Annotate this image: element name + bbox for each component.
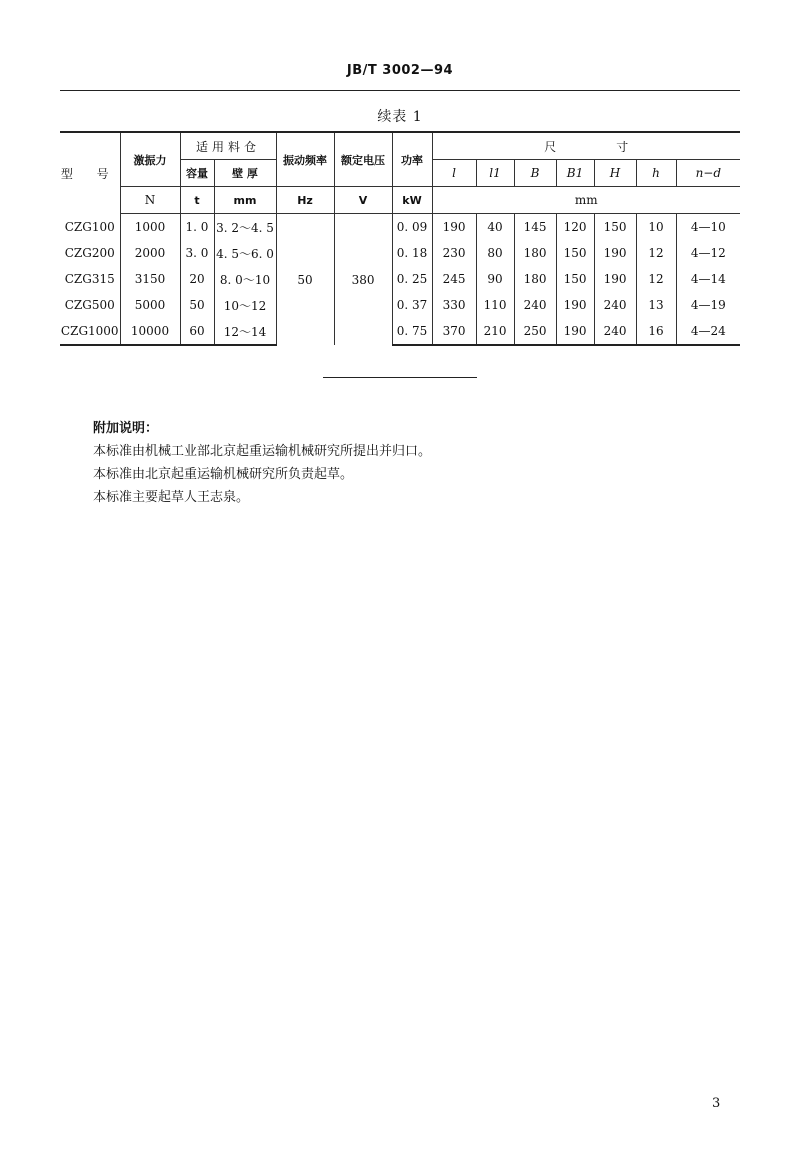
cell-nd: 4—14	[676, 266, 740, 292]
header-dim-h-upper: H	[594, 160, 636, 187]
cell-h-lower: 12	[636, 240, 676, 266]
cell-b: 145	[514, 214, 556, 241]
table-row	[60, 240, 740, 266]
cell-nd: 4—24	[676, 318, 740, 345]
cell-h-lower: 12	[636, 266, 676, 292]
cell-l1: 90	[476, 266, 514, 292]
header-dim-l: l	[432, 160, 476, 187]
cell-wall: 8. 0～10	[214, 266, 276, 292]
cell-l: 245	[432, 266, 476, 292]
cell-force: 10000	[120, 318, 180, 345]
header-voltage: 额定电压	[334, 132, 392, 187]
table-row	[60, 214, 740, 241]
cell-model: CZG100	[64, 219, 115, 234]
cell-capacity: 1. 0	[180, 214, 214, 241]
notes-title: 附加说明：	[93, 421, 159, 436]
cell-b: 250	[514, 318, 556, 345]
cell-l: 230	[432, 240, 476, 266]
cell-l1: 110	[476, 292, 514, 318]
page-number: 3	[712, 1096, 721, 1111]
header-dimensions: 尺寸	[432, 132, 740, 160]
cell-force: 3150	[120, 266, 180, 292]
header-dim-b: B	[514, 160, 556, 187]
cell-model: CZG500	[64, 298, 115, 312]
cell-model: CZG315	[64, 272, 115, 286]
header-power: 功率	[392, 132, 432, 187]
specification-table	[60, 131, 740, 346]
header-dim-nd: n−d	[676, 160, 740, 187]
cell-wall: 3. 2～4. 5	[214, 214, 276, 241]
cell-frequency: 50	[276, 214, 334, 346]
cell-force: 1000	[120, 214, 180, 241]
cell-b1: 150	[556, 266, 594, 292]
header-wall: 壁 厚	[214, 160, 276, 187]
additional-notes	[93, 417, 431, 509]
cell-nd: 4—12	[676, 240, 740, 266]
notes-line: 本标准由机械工业部北京起重运输机械研究所提出并归口。	[93, 444, 432, 459]
cell-power: 0. 18	[392, 240, 432, 266]
header-model: 型 号	[60, 132, 120, 214]
cell-power: 0. 75	[392, 318, 432, 345]
cell-voltage: 380	[334, 214, 392, 346]
cell-h-lower: 10	[636, 214, 676, 241]
unit-force: N	[120, 187, 180, 214]
unit-wall: mm	[214, 187, 276, 214]
table-row	[60, 292, 740, 318]
cell-capacity: 3. 0	[180, 240, 214, 266]
header-dim-b1: B1	[556, 160, 594, 187]
header-rule	[60, 90, 740, 91]
cell-l1: 80	[476, 240, 514, 266]
cell-l: 330	[432, 292, 476, 318]
cell-h-upper: 240	[594, 318, 636, 345]
cell-nd: 4—19	[676, 292, 740, 318]
header-dim-l1: l1	[476, 160, 514, 187]
header-bin: 适用料仓	[180, 132, 276, 160]
cell-h-upper: 190	[594, 240, 636, 266]
table-row	[60, 318, 740, 345]
cell-force: 5000	[120, 292, 180, 318]
table-row	[60, 266, 740, 292]
table-title: 续表 1	[377, 109, 423, 125]
cell-h-lower: 13	[636, 292, 676, 318]
cell-wall: 10～12	[214, 292, 276, 318]
cell-h-upper: 240	[594, 292, 636, 318]
cell-nd: 4—10	[676, 214, 740, 241]
cell-power: 0. 25	[392, 266, 432, 292]
cell-capacity: 50	[180, 292, 214, 318]
cell-power: 0. 37	[392, 292, 432, 318]
cell-wall: 4. 5～6. 0	[214, 240, 276, 266]
cell-b1: 190	[556, 318, 594, 345]
header-frequency: 振动频率	[276, 132, 334, 187]
header-force: 激振力	[120, 132, 180, 187]
end-of-standard-rule	[323, 377, 477, 378]
cell-h-lower: 16	[636, 318, 676, 345]
cell-b1: 150	[556, 240, 594, 266]
cell-b1: 120	[556, 214, 594, 241]
cell-l1: 210	[476, 318, 514, 345]
notes-line: 本标准主要起草人王志泉。	[93, 490, 250, 505]
unit-dimensions: mm	[432, 187, 740, 214]
cell-b: 180	[514, 266, 556, 292]
cell-capacity: 20	[180, 266, 214, 292]
cell-b1: 190	[556, 292, 594, 318]
notes-line: 本标准由北京起重运输机械研究所负责起草。	[93, 467, 354, 482]
cell-model: CZG1000	[60, 318, 120, 345]
unit-voltage: V	[334, 187, 392, 214]
unit-power: kW	[392, 187, 432, 214]
cell-force: 2000	[120, 240, 180, 266]
cell-capacity: 60	[180, 318, 214, 345]
cell-l: 370	[432, 318, 476, 345]
cell-model: CZG200	[64, 246, 115, 260]
cell-h-upper: 190	[594, 266, 636, 292]
cell-power: 0. 09	[392, 214, 432, 241]
cell-wall: 12～14	[214, 318, 276, 345]
unit-frequency: Hz	[276, 187, 334, 214]
header-dim-h-lower: h	[636, 160, 676, 187]
unit-capacity: t	[180, 187, 214, 214]
cell-h-upper: 150	[594, 214, 636, 241]
document-code-header: JB/T 3002—94	[346, 63, 454, 78]
cell-b: 180	[514, 240, 556, 266]
cell-l: 190	[432, 214, 476, 241]
cell-l1: 40	[476, 214, 514, 241]
cell-b: 240	[514, 292, 556, 318]
header-capacity: 容量	[180, 160, 214, 187]
